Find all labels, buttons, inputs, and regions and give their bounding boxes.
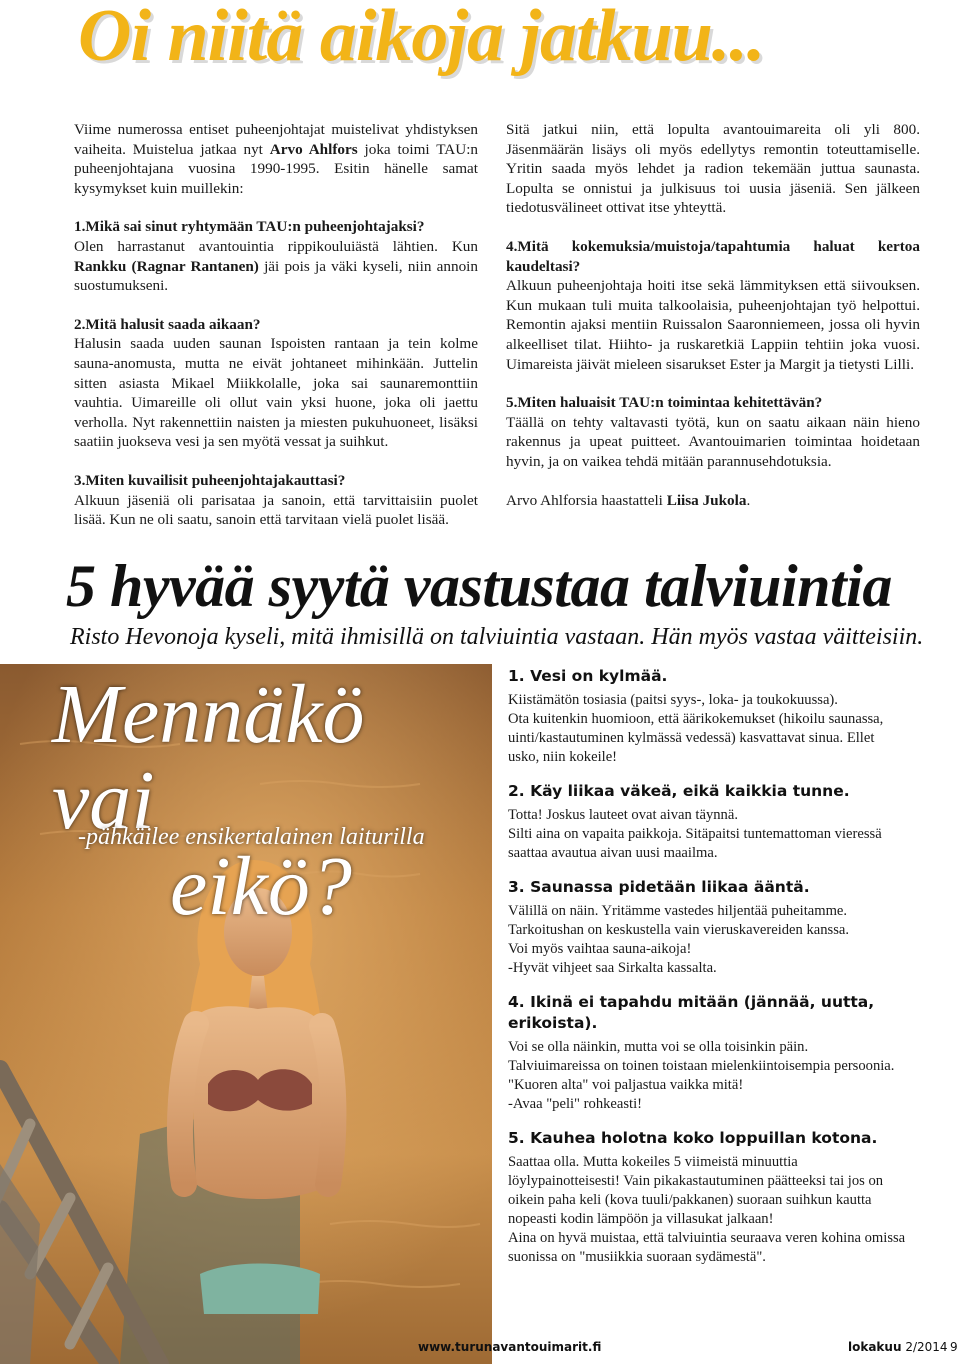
reason-item — [508, 877, 908, 978]
article-subtitle: Risto Hevonoja kyseli, mitä ihmisillä on talviuintia vastaan. Hän myös vastaa väitteisiin. — [70, 624, 924, 650]
reasons-list — [508, 666, 908, 1281]
reason-body: Välillä on näin. Yritämme vastedes hiljentää puheitamme. Tarkoitushan on keskustella vain vieruskavereiden kanssa. Voi myös vaihtaa sauna-aikoja! -Hyvät vihjeet saa Sirkalta kassalta. — [508, 903, 850, 976]
article-title: 5 hyvää syytä vastustaa talviuintia — [66, 553, 892, 619]
reason-item — [508, 1128, 908, 1267]
reason-body: Voi se olla näinkin, mutta voi se olla toisinkin päin. Talviuimareissa on toinen toistaan mielenkiintoisempia persoonia. "Kuoren alta" voi paljastua vaikka mitä! -Avaa "peli" rohkeasti! — [508, 1039, 895, 1112]
photo-title-line-2: eikö? — [170, 840, 352, 933]
reason-title: 2. Käy liikaa väkeä, eikä kaikkia tunne. — [508, 782, 850, 800]
photo-title-line-1: Mennäkö vai — [52, 668, 365, 847]
reason-title: 3. Saunassa pidetään liikaa ääntä. — [508, 878, 810, 896]
interview-answer-1: 1.Mikä sai sinut ryhtymään TAU:n puheenjohtajaksi? Olen harrastanut avantouintia rippikouluiästä lähtien. Kun Rankku (Ragnar Rantanen) jäi pois ja väki kyseli, niin annoin suostumukseni. — [74, 218, 478, 295]
interview-answer-4: 4.Mitä kokemuksia/muistoja/tapahtumia haluat kertoa kaudeltasi? Alkuun puheenjohtaja hoiti itse sekä lämmityksen että siivouksen. Kun mukaan tuli muita talkoolaisia, puheenjohtajan työ helpottui. Remontin ajaksi mentiin Ruissalon Saaronniemeen, jossa oli hyvin alkeelliset tilat. Hiihto- ja ruskaretkiä Lappiin tehtiin joka vuosi. Uimareista jäivät mieleen sisarukset Ester ja Margit ja tietysti Lilli. — [506, 237, 920, 373]
interviewee-name: Arvo Ahlfors — [269, 140, 358, 158]
reason-item — [508, 781, 908, 863]
reason-item — [508, 666, 908, 767]
interview-right-column — [506, 120, 920, 529]
footer-issue-number: 2/2014 — [905, 1340, 948, 1354]
interviewer-name: Liisa Jukola — [666, 491, 747, 509]
page-number: 9 — [950, 1340, 958, 1354]
page-headline: Oi niitä aikoja jatkuu... — [78, 0, 765, 77]
interview-question-2: 2.Mitä halusit saada aikaan? — [74, 315, 261, 333]
interview-question-3: 3.Miten kuvailisit puheenjohtajakauttasi? — [74, 471, 346, 489]
interview-answer-3: 3.Miten kuvailisit puheenjohtajakauttasi? Alkuun jäseniä oli parisataa ja sanoin, että tarvittaisiin puolet lisää. Kun ne oli saatu, sanoin että tarvitaan vielä puolet lisää. — [74, 471, 478, 529]
reason-title: 1. Vesi on kylmää. — [508, 667, 668, 685]
reason-body: Kiistämätön tosiasia (paitsi syys-, loka- ja toukokuussa). Ota kuitenkin huomioon, että äärikokemukset (hikoilu saunassa, uinti/kastautuminen kylmässä vedessä) kasvattavat sinua. Ellet usko, niin kokeile! — [508, 692, 884, 765]
footer-website-link[interactable]: www.turunavantouimarit.fi — [418, 1340, 602, 1354]
reason-item — [508, 992, 908, 1114]
photo-title — [52, 668, 472, 933]
reason-body: Saattaa olla. Mutta kokeiles 5 viimeistä minuuttia löylypainotteisesti! Vain pikakastautuminen päätteeksi tai jos on oikein paha keli (kova tuuli/pakkanen) suoraan suihkun kautta nopeasti kodin lämpöön ja villasukat jalkaan! Aina on hyvä muistaa, että talviuintia seuraava veren kohina omissa suonissa on "musiikkia suoraan sydämestä". — [508, 1154, 906, 1265]
interview-answer-2: 2.Mitä halusit saada aikaan? Halusin saada uuden saunan Ispoisten rantaan ja tein kolme sauna-anomusta, mutta ne eivät johtaneet mihinkään. Juttelin sitten asiasta Mikael Miikkolalle, joka sai saunaremonttiin vauhtia. Uimareille oli ollut vain yksi huone, joka oli jaettu verholla. Nyt rakennettiin naisten ja miesten pukuhuoneet, lisäksi saatiin juokseva vesi ja sen myötä vessat ja suihkut. — [74, 315, 478, 451]
interview-question-5: 5.Miten haluaisit TAU:n toimintaa kehitettävän? — [506, 394, 823, 412]
interview-credit: Arvo Ahlforsia haastatteli Liisa Jukola. — [506, 491, 751, 509]
footer-month: lokakuu — [848, 1340, 902, 1354]
interview-question-1: 1.Mikä sai sinut ryhtymään TAU:n puheenjohtajaksi? — [74, 218, 425, 236]
reason-title: 5. Kauhea holotna koko loppuillan kotona. — [508, 1129, 878, 1147]
interview-answer-3-continued: Sitä jatkui niin, että lopulta avantouimareita oli yli 800. Jäsenmäärän lisäys oli myös edellytys remontin toteuttamiselle. Yritin saada myös lehdet ja radion tekemään juttua saunasta. Lopulta se onnistui ja julkisuus toi uusia jäseniä. Sen jälkeen tiedotusvälineet ottivat itse yhteyttä. — [506, 121, 920, 217]
photo-caption: -pähkäilee ensikertalainen laiturilla — [78, 824, 425, 850]
interview-left-column — [74, 120, 478, 549]
interview-question-4: 4.Mitä kokemuksia/muistoja/tapahtumia haluat kertoa kaudeltasi? — [506, 237, 920, 275]
footer-issue — [848, 1340, 948, 1354]
interview-answer-5: 5.Miten haluaisit TAU:n toimintaa kehitettävän? Täällä on tehty valtavasti työtä, kun on saatu aikaan näin hieno rakennus ja upeat puitteet. Avantouimarien toimintaa hoidetaan hyvin, ja on vaikea tehdä mitään parannusehdotuksia. — [506, 394, 920, 470]
reason-title: 4. Ikinä ei tapahdu mitään (jännää, uutta, erikoista). — [508, 993, 875, 1032]
interview-intro: Viime numerossa entiset puheenjohtajat muistelivat yhdistyksen vaiheita. Muistelua jatkaa nyt Arvo Ahlfors joka toimi TAU:n puheenjohtajana vuosina 1990-1995. Esitin hänelle samat kysymykset kuin muillekin: — [74, 121, 479, 197]
reason-body: Totta! Joskus lauteet ovat aivan täynnä. Silti aina on vapaita paikkoja. Sitäpaitsi tuntemattoman vieressä saattaa avautua aivan uusi maailma. — [508, 807, 882, 861]
